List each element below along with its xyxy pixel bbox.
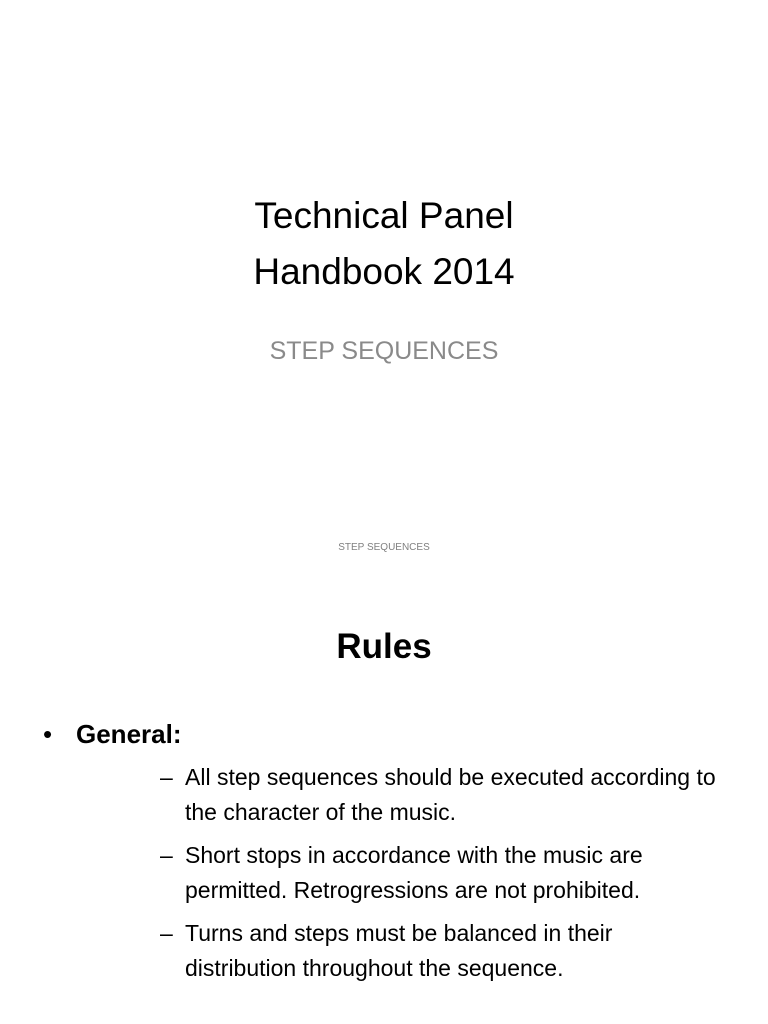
dash-marker: –	[160, 920, 173, 946]
bullet-list	[0, 716, 768, 994]
rules-heading: Rules	[336, 627, 432, 666]
list-item-text: Turns and steps must be balanced in their distribution throughout the sequence.	[185, 920, 613, 981]
subtitle: STEP SEQUENCES	[269, 337, 499, 365]
bullet-label: General:	[76, 719, 182, 749]
dash-marker: –	[160, 764, 173, 790]
rules-slide	[0, 576, 768, 1024]
title-line-1: Technical Panel	[254, 195, 514, 236]
list-item-text: Short stops in accordance with the music are permitted. Retrogressions are not prohibited.	[185, 842, 643, 903]
list-item	[76, 838, 768, 908]
title-line-2: Handbook 2014	[253, 251, 515, 292]
sub-list	[76, 760, 768, 986]
dash-marker: –	[160, 842, 173, 868]
bullet-item-general	[0, 716, 768, 986]
page-title	[0, 188, 768, 300]
list-item-text: All step sequences should be executed according to the character of the music.	[185, 764, 716, 825]
list-item	[76, 916, 768, 986]
list-item	[76, 760, 768, 830]
slide-footer: STEP SEQUENCES	[338, 542, 430, 553]
bullet-marker: •	[43, 719, 53, 749]
